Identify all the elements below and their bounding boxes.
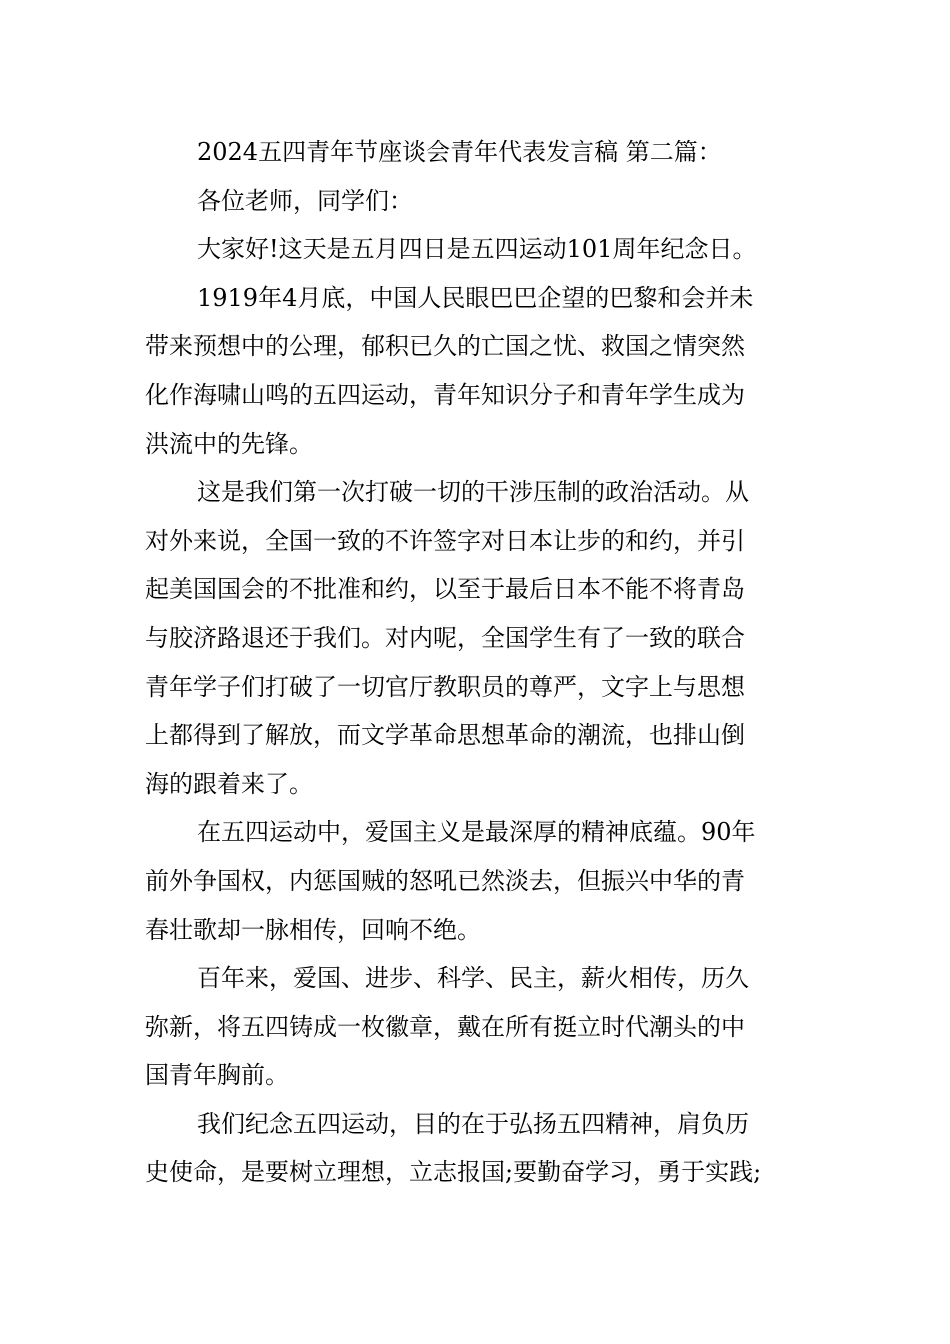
document-body [145, 128, 825, 1197]
document-title: 2024五四青年节座谈会青年代表发言稿 第二篇： [197, 138, 722, 166]
paragraph-2-line-2: 对外来说，全国一致的不许签字对日本让步的和约，并引 [145, 526, 745, 555]
salutation: 各位老师，同学们： [197, 186, 413, 215]
paragraph-3-line-3: 春壮歌却一脉相传，回响不绝。 [145, 915, 481, 944]
paragraph-1-line-2: 带来预想中的公理，郁积已久的亡国之忧、救国之情突然 [145, 332, 745, 361]
paragraph-5-line-2: 史使命，是要树立理想，立志报国;要勤奋学习，勇于实践; [145, 1158, 762, 1187]
paragraph-2-line-3: 起美国国会的不批准和约，以至于最后日本不能不将青岛 [145, 575, 745, 604]
paragraph-4-line-2: 弥新，将五四铸成一枚徽章，戴在所有挺立时代潮头的中 [145, 1012, 745, 1041]
paragraph-1-line-1: 1919年4月底，中国人民眼巴巴企望的巴黎和会并未 [197, 283, 754, 312]
paragraph-2-line-7: 海的跟着来了。 [145, 769, 313, 798]
paragraph-2-line-4: 与胶济路退还于我们。对内呢，全国学生有了一致的联合 [145, 623, 745, 652]
paragraph-1-line-4: 洪流中的先锋。 [145, 429, 313, 458]
paragraph-4-line-1: 百年来，爱国、进步、科学、民主，薪火相传，历久 [197, 964, 749, 993]
paragraph-3-line-1: 在五四运动中，爱国主义是最深厚的精神底蕴。90年 [197, 818, 756, 847]
paragraph-1-line-3: 化作海啸山鸣的五四运动，青年知识分子和青年学生成为 [145, 380, 745, 409]
paragraph-2-line-5: 青年学子们打破了一切官厅教职员的尊严，文字上与思想 [145, 672, 745, 701]
paragraph-2-line-1: 这是我们第一次打破一切的干涉压制的政治活动。从 [197, 478, 749, 507]
paragraph-3-line-2: 前外争国权，内惩国贼的怒吼已然淡去，但振兴中华的青 [145, 866, 745, 895]
paragraph-4-line-3: 国青年胸前。 [145, 1061, 289, 1090]
paragraph-2-line-6: 上都得到了解放，而文学革命思想革命的潮流，也排山倒 [145, 721, 745, 750]
paragraph-5-line-1: 我们纪念五四运动，目的在于弘扬五四精神，肩负历 [197, 1109, 749, 1138]
greeting-line: 大家好!这天是五月四日是五四运动101周年纪念日。 [197, 235, 757, 264]
